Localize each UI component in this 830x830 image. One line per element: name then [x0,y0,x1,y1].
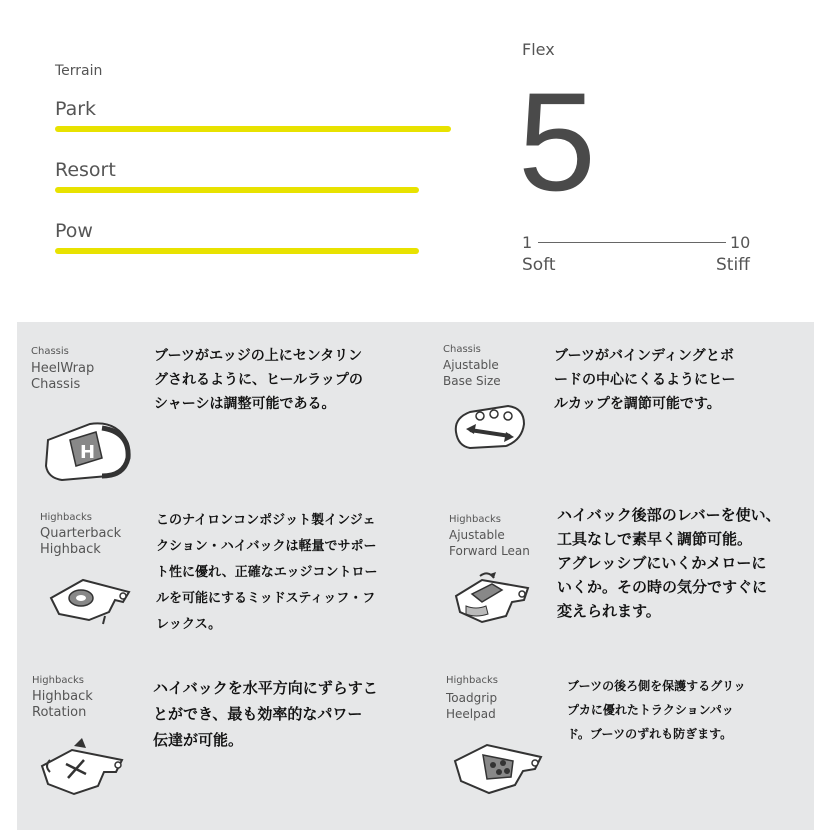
feature-description [153,675,378,753]
feature-description-line: ブーツがバインディングとボ [554,348,734,364]
quarterback-highback-icon [45,572,135,627]
terrain-park-bar [55,126,451,132]
adjustable-base-icon [450,402,530,452]
feature-description [554,344,735,416]
feature-name-line: Ajustable [443,358,499,372]
feature-description-line: ルカップを調節可能です。 [554,396,721,412]
feature-description [154,344,363,416]
terrain-pow-label: Pow [55,220,93,242]
feature-category: Highbacks [40,512,92,523]
flex-scale-max: 10 [730,233,751,252]
feature-name-line: Ajustable [449,528,505,542]
feature-name [40,526,150,558]
feature-name-line: Heelpad [446,707,496,721]
feature-description [156,508,378,638]
toadgrip-heelpad-icon [451,735,546,797]
feature-description-line: ハイバックを水平方向にずらすこ [153,679,378,697]
feature-description-line: シャーシは調整可能である。 [154,396,336,412]
feature-description-line: グされるように、ヒールラップの [154,372,363,388]
feature-category: Chassis [443,344,481,355]
feature-description-line: ードの中心にくるようにヒー [554,372,736,388]
feature-name-line: Base Size [443,374,501,388]
feature-category: Highbacks [449,514,501,525]
terrain-label: Terrain [55,63,103,79]
feature-name [31,361,141,393]
flex-soft-label: Soft [522,255,556,275]
terrain-park-label: Park [55,98,97,120]
feature-description [557,503,781,623]
feature-name-line: Highback [32,689,93,704]
feature-description-line: 工具なしで素早く調節可能。 [557,530,753,548]
feature-description-line: 伝達が可能。 [153,731,244,749]
feature-description-line: ド。ブーツのずれも防ぎます。 [567,727,733,741]
feature-name-line: Forward Lean [449,544,530,558]
forward-lean-icon [452,566,534,626]
feature-description-line: レックス。 [156,617,222,632]
feature-description-line: いくか。その時の気分ですぐに [557,578,768,596]
heelwrap-chassis-icon [40,418,135,483]
feature-name [449,527,559,559]
feature-description-line: プカに優れたトラクションパッ [567,703,734,717]
feature-description-line: ト性に優れ、正確なエッジコントロー [156,565,378,580]
feature-name [32,689,142,721]
feature-name-line: Chassis [31,377,81,392]
feature-category: Highbacks [32,675,84,686]
highback-rotation-icon [38,738,128,800]
feature-description-line: ブーツがエッジの上にセンタリン [154,348,363,364]
feature-name-line: Rotation [32,705,87,720]
feature-name [443,357,553,389]
feature-name-line: Toadgrip [446,691,498,705]
feature-description-line: クション・ハイバックは軽量でサポー [156,539,377,554]
feature-description-line: ルを可能にするミッドスティッフ・フ [156,591,376,606]
flex-scale-min: 1 [522,233,533,252]
feature-name-line: Quarterback [40,526,122,541]
terrain-resort-bar [55,187,419,193]
feature-name-line: Highback [40,542,101,557]
flex-value: 5 [518,63,596,220]
feature-name-line: HeelWrap [31,361,95,376]
feature-description-line: ブーツの後ろ側を保護するグリッ [567,679,746,693]
feature-description-line: アグレッシブにいくかメローに [557,554,767,572]
feature-description-line: ハイバック後部のレバーを使い、 [557,506,781,524]
feature-name [446,690,556,722]
feature-description-line: とができ、最も効率的なパワー [153,705,363,723]
flex-label: Flex [522,40,555,59]
terrain-pow-bar [55,248,419,254]
feature-description-line: このナイロンコンポジット製インジェ [156,513,376,528]
feature-category: Chassis [31,346,69,357]
feature-description [567,674,746,746]
svg-text:H: H [80,442,96,463]
flex-scale-line [538,242,726,243]
feature-category: Highbacks [446,675,498,686]
terrain-resort-label: Resort [55,159,116,181]
feature-description-line: 変えられます。 [557,602,661,620]
flex-stiff-label: Stiff [716,255,750,275]
